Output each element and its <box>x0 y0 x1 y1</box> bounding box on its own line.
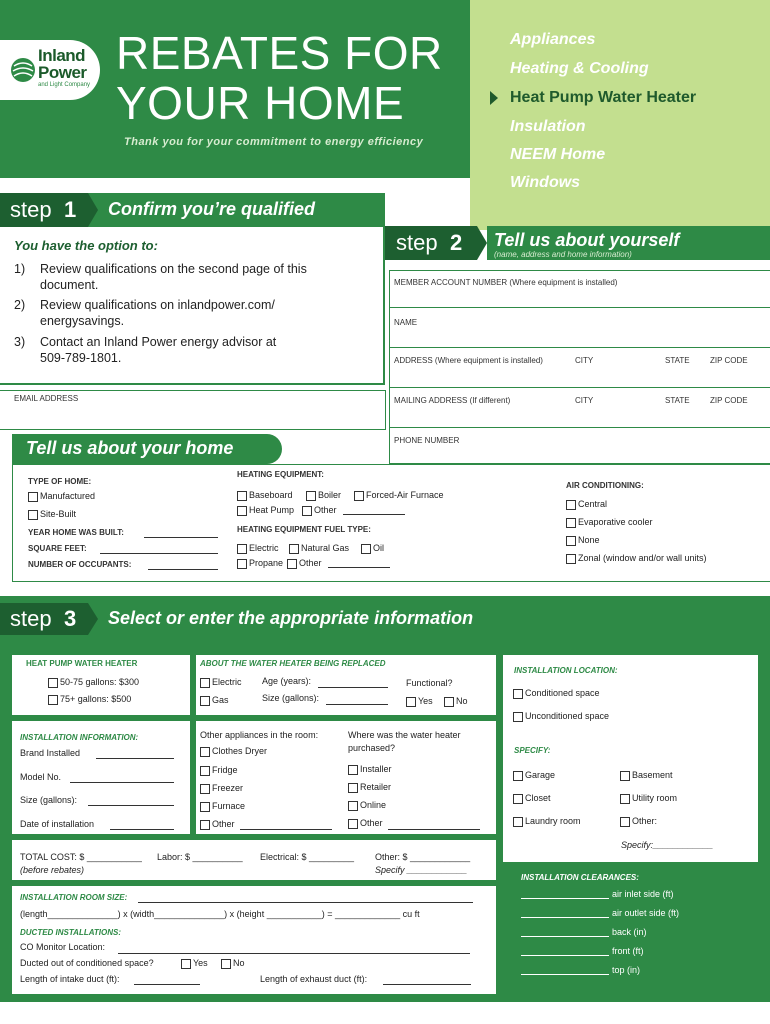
conditioned-checkbox[interactable] <box>513 689 523 699</box>
hpwh-75-plus-checkbox[interactable] <box>48 695 58 705</box>
before-rebates: (before rebates) <box>20 865 85 875</box>
heating-forced-air[interactable] <box>354 490 444 501</box>
electrical-cost[interactable]: Electrical: $ _________ <box>260 852 355 862</box>
type-option-manufactured[interactable] <box>28 491 95 502</box>
replaced-heading: ABOUT THE WATER HEATER BEING REPLACED <box>200 659 386 668</box>
replaced-electric-label: Electric <box>212 677 242 687</box>
specify-other-label: Other: <box>632 816 658 826</box>
ac-zonal-checkbox[interactable] <box>566 554 576 564</box>
ac-none[interactable] <box>566 535 600 546</box>
functional-no[interactable] <box>444 696 468 707</box>
appliance-furnace[interactable] <box>200 801 245 812</box>
brand-input[interactable] <box>96 758 174 759</box>
labor-cost[interactable]: Labor: $ __________ <box>157 852 243 862</box>
functional-label: Functional? <box>406 678 453 688</box>
clothes-dryer-checkbox[interactable] <box>200 747 210 757</box>
specify-basement[interactable] <box>620 770 673 781</box>
fuel-oil[interactable] <box>361 543 384 554</box>
address-state-label: STATE <box>665 356 690 365</box>
step3-number: 3 <box>64 606 77 631</box>
ducted-yes-label: Yes <box>193 958 208 968</box>
appliance-clothes-dryer[interactable] <box>200 746 267 757</box>
option-heading: You have the option to: <box>14 238 158 253</box>
step2-number: 2 <box>450 230 463 255</box>
appliance-other-checkbox[interactable] <box>200 820 210 830</box>
tagline: Thank you for your commitment to energy efficiency <box>124 136 424 148</box>
mailing-address-field[interactable] <box>389 388 770 428</box>
hpwh-75-plus-label: 75+ gallons: $500 <box>60 694 132 704</box>
site-built-label: Site-Built <box>40 509 77 519</box>
mailing-zip-label: ZIP CODE <box>710 396 748 405</box>
age-input[interactable] <box>318 687 388 688</box>
nav-active-arrow-icon <box>490 91 498 105</box>
retailer-label: Retailer <box>360 782 392 792</box>
option-2-num: 2) <box>14 298 26 312</box>
heating-heading: HEATING EQUIPMENT: <box>237 470 324 479</box>
install-size-label: Size (gallons): <box>20 795 78 805</box>
address-zip-label: ZIP CODE <box>710 356 748 365</box>
co-monitor-label: CO Monitor Location: <box>20 942 106 952</box>
option-3-line2: 509-789-1801. <box>40 351 122 365</box>
fuel-natural-gas-checkbox[interactable] <box>289 544 299 554</box>
room-size-heading-line <box>138 902 473 903</box>
room-size-formula[interactable]: (length______________) x (width______________) x (height ___________) = _____________ cu ft <box>20 909 420 919</box>
hpwh-50-75-checkbox[interactable] <box>48 678 58 688</box>
other-appliances-label: Other appliances in the room: <box>200 730 319 740</box>
ducted-yes-checkbox[interactable] <box>181 959 191 969</box>
fuel-electric[interactable] <box>237 543 279 554</box>
fuel-propane[interactable] <box>237 558 283 569</box>
ac-none-label: None <box>578 535 600 545</box>
replaced-electric[interactable] <box>200 677 242 688</box>
laundry-checkbox[interactable] <box>513 817 523 827</box>
installer-checkbox[interactable] <box>348 765 358 775</box>
clearance-label-0: air inlet side (ft) <box>612 889 674 899</box>
heating-other[interactable] <box>302 505 337 516</box>
purchased-label-line1: Where was the water heater <box>348 730 461 740</box>
nav-item-neem-home[interactable]: NEEM Home <box>510 146 606 163</box>
page-title-line2: YOUR HOME <box>116 77 405 129</box>
forced-air-checkbox[interactable] <box>354 491 364 501</box>
specify-heading: SPECIFY: <box>514 746 551 755</box>
unconditioned-label: Unconditioned space <box>525 711 610 721</box>
nav-item-appliances[interactable]: Appliances <box>510 31 596 48</box>
basement-label: Basement <box>632 770 673 780</box>
appliance-other[interactable] <box>200 819 235 830</box>
hpwh-option-75-plus[interactable] <box>48 694 131 705</box>
mailing-state-label: STATE <box>665 396 690 405</box>
member-account-label: MEMBER ACCOUNT NUMBER (Where equipment is installed) <box>394 278 618 287</box>
purchased-label-line2: purchased? <box>348 743 396 753</box>
model-input[interactable] <box>70 782 174 783</box>
name-label: NAME <box>394 318 418 327</box>
logo-text-inland: Inland <box>38 46 86 65</box>
clearances-heading: INSTALLATION CLEARANCES: <box>521 873 639 882</box>
ac-zonal-label: Zonal (window and/or wall units) <box>578 553 707 563</box>
clearance-label-3: front (ft) <box>612 946 644 956</box>
specify-other[interactable] <box>620 816 657 827</box>
purchased-other-input[interactable] <box>388 829 480 830</box>
member-account-field[interactable] <box>389 270 770 308</box>
online-checkbox[interactable] <box>348 801 358 811</box>
furnace-label: Furnace <box>212 801 246 811</box>
installer-label: Installer <box>360 764 392 774</box>
ac-central[interactable] <box>566 499 607 510</box>
furnace-checkbox[interactable] <box>200 802 210 812</box>
year-built-input[interactable] <box>144 537 218 538</box>
closet-checkbox[interactable] <box>513 794 523 804</box>
clearance-line-2[interactable] <box>521 936 609 937</box>
clearance-label-2: back (in) <box>612 927 647 937</box>
forced-air-label: Forced-Air Furnace <box>366 490 444 500</box>
utility-checkbox[interactable] <box>620 794 630 804</box>
fuel-electric-checkbox[interactable] <box>237 544 247 554</box>
fuel-oil-checkbox[interactable] <box>361 544 371 554</box>
co-monitor-input[interactable] <box>118 953 470 954</box>
freezer-checkbox[interactable] <box>200 784 210 794</box>
option-3-num: 3) <box>14 335 26 349</box>
phone-field[interactable] <box>389 428 770 464</box>
clearance-line-0[interactable] <box>521 898 609 899</box>
ducted-no-label: No <box>233 958 245 968</box>
option-3-line1: Contact an Inland Power energy advisor at <box>40 335 277 349</box>
conditioned-label: Conditioned space <box>525 688 600 698</box>
fuel-electric-label: Electric <box>249 543 279 553</box>
fuel-natural-gas[interactable] <box>289 543 349 554</box>
ducted-outside-label: Ducted out of conditioned space? <box>20 958 154 968</box>
replaced-size-input[interactable] <box>326 704 388 705</box>
replaced-gas-checkbox[interactable] <box>200 696 210 706</box>
option-1-line1: Review qualifications on the second page of this <box>40 262 307 276</box>
ac-evaporative-label: Evaporative cooler <box>578 517 653 527</box>
hpwh-50-75-label: 50-75 gallons: $300 <box>60 677 140 687</box>
ducted-no[interactable] <box>221 958 245 969</box>
ac-central-checkbox[interactable] <box>566 500 576 510</box>
ducted-heading: DUCTED INSTALLATIONS: <box>20 928 122 937</box>
step2-subtitle: (name, address and home information) <box>494 250 632 259</box>
ac-evaporative-checkbox[interactable] <box>566 518 576 528</box>
closet-label: Closet <box>525 793 551 803</box>
exhaust-input[interactable] <box>383 984 471 985</box>
logo-text-company: and Light Company <box>38 82 91 88</box>
appliance-other-label: Other <box>212 819 235 829</box>
intake-input[interactable] <box>134 984 200 985</box>
occupants-label: NUMBER OF OCCUPANTS: <box>28 560 132 569</box>
install-date-label: Date of installation <box>20 819 95 829</box>
heating-heat-pump[interactable] <box>237 505 294 516</box>
retailer-checkbox[interactable] <box>348 783 358 793</box>
heat-pump-label: Heat Pump <box>249 505 295 515</box>
step2-word: step <box>396 230 438 255</box>
basement-checkbox[interactable] <box>620 771 630 781</box>
manufactured-checkbox[interactable] <box>28 492 38 502</box>
location-heading: INSTALLATION LOCATION: <box>514 666 618 675</box>
clearance-line-4[interactable] <box>521 974 609 975</box>
functional-yes-checkbox[interactable] <box>406 697 416 707</box>
purchased-retailer[interactable] <box>348 782 391 793</box>
total-cost[interactable]: TOTAL COST: $ ___________ <box>20 852 142 862</box>
purchased-other[interactable] <box>348 818 383 829</box>
freezer-label: Freezer <box>212 783 244 793</box>
footer-updated: LAST UPDATED OCTOBER 2017 <box>608 1004 744 1013</box>
purchased-installer[interactable] <box>348 764 392 775</box>
ac-evaporative[interactable] <box>566 517 653 528</box>
utility-label: Utility room <box>632 793 678 803</box>
exhaust-label: Length of exhaust duct (ft): <box>260 974 368 984</box>
replaced-gas[interactable] <box>200 695 229 706</box>
appliance-fridge[interactable] <box>200 765 238 776</box>
home-title: Tell us about your home <box>26 438 234 458</box>
clearance-line-3[interactable] <box>521 955 609 956</box>
logo-mark-icon <box>10 52 36 88</box>
nav-item-windows[interactable]: Windows <box>510 174 581 191</box>
other-cost[interactable]: Other: $ ____________ <box>375 852 471 862</box>
clearance-line-1[interactable] <box>521 917 609 918</box>
option-2-line2: energysavings. <box>40 314 125 328</box>
location-unconditioned[interactable] <box>513 711 609 722</box>
address-city-label: CITY <box>575 356 594 365</box>
specify-closet[interactable] <box>513 793 551 804</box>
step3-word: step <box>10 606 52 631</box>
mailing-address-label: MAILING ADDRESS (If different) <box>394 396 511 405</box>
other-cost-specify[interactable]: Specify ____________ <box>375 865 468 875</box>
fuel-other-input[interactable] <box>328 567 390 568</box>
heating-other-checkbox[interactable] <box>302 506 312 516</box>
fuel-other-checkbox[interactable] <box>287 559 297 569</box>
fuel-oil-label: Oil <box>373 543 384 553</box>
step3-title: Select or enter the appropriate information <box>108 608 474 628</box>
garage-label: Garage <box>525 770 556 780</box>
clearance-label-4: top (in) <box>612 965 641 975</box>
step1-label-arrow <box>88 193 98 227</box>
boiler-checkbox[interactable] <box>306 491 316 501</box>
heating-baseboard[interactable] <box>237 490 293 501</box>
nav-item-heating-cooling[interactable]: Heating & Cooling <box>510 60 649 77</box>
functional-yes-label: Yes <box>418 696 433 706</box>
page-title-line1: REBATES FOR <box>116 27 443 79</box>
sqft-label: SQUARE FEET: <box>28 544 87 553</box>
year-built-label: YEAR HOME WAS BUILT: <box>28 528 124 537</box>
nav-item-heat-pump-water-heater[interactable]: Heat Pump Water Heater <box>510 89 697 106</box>
online-label: Online <box>360 800 387 810</box>
option-3 <box>14 334 277 365</box>
specify-utility[interactable] <box>620 793 677 804</box>
ducted-yes[interactable] <box>181 958 208 969</box>
appliance-other-input[interactable] <box>240 829 332 830</box>
appliance-freezer[interactable] <box>200 783 243 794</box>
hpwh-heading: HEAT PUMP WATER HEATER <box>26 659 138 668</box>
specify-laundry[interactable] <box>513 816 581 827</box>
step1-title: Confirm you’re qualified <box>108 199 316 219</box>
ducted-no-checkbox[interactable] <box>221 959 231 969</box>
boiler-label: Boiler <box>318 490 342 500</box>
ac-none-checkbox[interactable] <box>566 536 576 546</box>
type-of-home-heading: TYPE OF HOME: <box>28 477 92 486</box>
garage-checkbox[interactable] <box>513 771 523 781</box>
manufactured-label: Manufactured <box>40 491 96 501</box>
location-box <box>503 655 758 862</box>
baseboard-label: Baseboard <box>249 490 293 500</box>
phone-label: PHONE NUMBER <box>394 436 460 445</box>
install-date-input[interactable] <box>110 829 174 830</box>
specify-garage[interactable] <box>513 770 555 781</box>
sqft-input[interactable] <box>100 553 218 554</box>
logo-text-power: Power <box>38 63 87 82</box>
room-size-heading: INSTALLATION ROOM SIZE: <box>20 893 128 902</box>
option-1 <box>14 261 307 292</box>
fuel-heading: HEATING EQUIPMENT FUEL TYPE: <box>237 525 371 534</box>
ac-central-label: Central <box>578 499 608 509</box>
fuel-other-label: Other <box>299 558 322 568</box>
purchased-other-label: Other <box>360 818 383 828</box>
specify-other-checkbox[interactable] <box>620 817 630 827</box>
type-option-site-built[interactable] <box>28 509 76 520</box>
laundry-label: Laundry room <box>525 816 581 826</box>
fuel-propane-checkbox[interactable] <box>237 559 247 569</box>
heating-other-input[interactable] <box>343 514 405 515</box>
step2-label-arrow <box>477 226 487 260</box>
heat-pump-checkbox[interactable] <box>237 506 247 516</box>
install-info-heading: INSTALLATION INFORMATION: <box>20 733 139 742</box>
ac-heading: AIR CONDITIONING: <box>566 481 644 490</box>
hpwh-option-50-75[interactable] <box>48 677 139 688</box>
location-conditioned[interactable] <box>513 688 600 699</box>
replaced-gas-label: Gas <box>212 695 229 705</box>
brand-label: Brand Installed <box>20 748 81 758</box>
step1-number: 1 <box>64 197 77 222</box>
nav-item-insulation[interactable]: Insulation <box>510 118 586 135</box>
fuel-propane-label: Propane <box>249 558 284 568</box>
install-size-input[interactable] <box>88 805 174 806</box>
fuel-other[interactable] <box>287 558 322 569</box>
clothes-dryer-label: Clothes Dryer <box>212 746 268 756</box>
purchased-other-checkbox[interactable] <box>348 819 358 829</box>
replaced-size-label: Size (gallons): <box>262 693 320 703</box>
unconditioned-checkbox[interactable] <box>513 712 523 722</box>
fridge-checkbox[interactable] <box>200 766 210 776</box>
site-built-checkbox[interactable] <box>28 510 38 520</box>
functional-no-label: No <box>456 696 468 706</box>
mailing-city-label: CITY <box>575 396 594 405</box>
logo <box>0 40 100 100</box>
heating-other-label: Other <box>314 505 337 515</box>
email-label: EMAIL ADDRESS <box>14 394 79 403</box>
fuel-natural-gas-label: Natural Gas <box>301 543 350 553</box>
ac-zonal[interactable] <box>566 553 707 564</box>
baseboard-checkbox[interactable] <box>237 491 247 501</box>
intake-label: Length of intake duct (ft): <box>20 974 120 984</box>
option-2-line1: Review qualifications on inlandpower.com/ <box>40 298 275 312</box>
step1-word: step <box>10 197 52 222</box>
specify-line[interactable]: Specify:____________ <box>621 840 714 850</box>
clearance-label-1: air outlet side (ft) <box>612 908 680 918</box>
purchased-online[interactable] <box>348 800 386 811</box>
heating-boiler[interactable] <box>306 490 341 501</box>
functional-yes[interactable] <box>406 696 433 707</box>
age-label: Age (years): <box>262 676 312 686</box>
functional-no-checkbox[interactable] <box>444 697 454 707</box>
model-label: Model No. <box>20 772 62 782</box>
step2-title: Tell us about yourself <box>494 230 680 250</box>
option-1-line2: document. <box>40 278 99 292</box>
occupants-input[interactable] <box>148 569 218 570</box>
replaced-electric-checkbox[interactable] <box>200 678 210 688</box>
name-field[interactable] <box>389 308 770 348</box>
footer-site-link[interactable]: inlandpower.com <box>18 1000 141 1017</box>
option-2 <box>14 297 275 328</box>
fridge-label: Fridge <box>212 765 238 775</box>
address-field[interactable] <box>389 348 770 388</box>
step3-label-arrow <box>88 603 98 635</box>
address-label: ADDRESS (Where equipment is installed) <box>394 356 543 365</box>
option-1-num: 1) <box>14 262 26 276</box>
